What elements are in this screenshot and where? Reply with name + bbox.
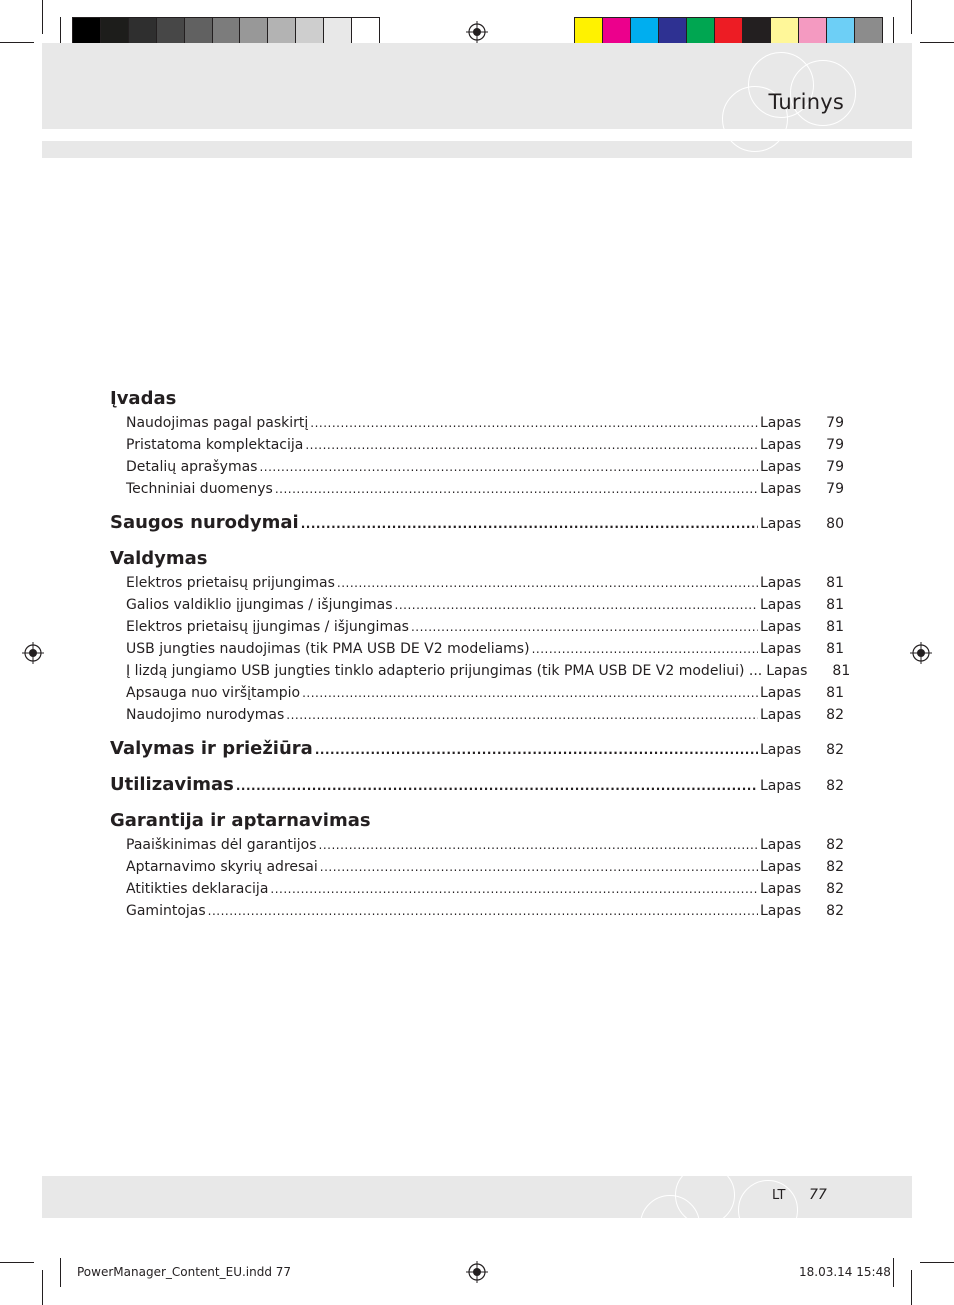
section-spacer — [110, 536, 844, 546]
entry-label: Naudojimas pagal paskirtį — [126, 415, 309, 431]
toc-entry[interactable] — [126, 572, 844, 594]
page-ref: 79 — [826, 459, 844, 475]
toc-section-heading[interactable] — [110, 772, 844, 798]
page-ref: 82 — [826, 742, 844, 758]
page-word: Lapas — [760, 685, 802, 701]
toc-entry[interactable] — [126, 704, 844, 726]
dot-leader — [319, 834, 758, 856]
crop-mark — [893, 17, 894, 46]
toc-entry[interactable] — [126, 638, 844, 660]
color-swatch — [268, 18, 296, 45]
crop-mark — [60, 17, 61, 46]
section-title: Utilizavimas — [110, 774, 234, 795]
crop-mark — [60, 1258, 61, 1287]
entry-label: Elektros prietaisų prijungimas — [126, 575, 335, 591]
crop-mark — [911, 1270, 912, 1305]
language-code: LT — [772, 1188, 786, 1203]
section-title: Įvadas — [110, 388, 177, 409]
dot-leader — [337, 572, 758, 594]
toc-entry[interactable] — [126, 456, 844, 478]
table-of-contents — [110, 386, 851, 922]
dot-leader — [305, 434, 758, 456]
decorative-circle — [738, 1180, 798, 1240]
color-swatch — [73, 18, 101, 45]
page-word: Lapas — [760, 641, 802, 657]
color-swatch — [575, 18, 603, 45]
section-title: Valdymas — [110, 548, 208, 569]
dot-leader — [395, 594, 759, 616]
dot-leader — [301, 511, 758, 537]
dot-leader — [302, 682, 758, 704]
toc-entry[interactable] — [126, 660, 851, 682]
color-swatch — [715, 18, 743, 45]
color-calibration-bar — [574, 17, 883, 46]
crop-mark — [920, 42, 954, 43]
crop-mark — [893, 1258, 894, 1287]
entry-label: Naudojimo nurodymas — [126, 707, 285, 723]
entry-label: USB jungties naudojimas (tik PMA USB DE V2 modeliams) — [126, 641, 530, 657]
page-ref: 79 — [826, 437, 844, 453]
page-number: 77 — [809, 1187, 827, 1203]
dot-leader — [286, 704, 758, 726]
crop-mark — [0, 1262, 34, 1263]
section-spacer — [110, 500, 844, 510]
color-swatch — [324, 18, 352, 45]
toc-entry[interactable] — [126, 682, 844, 704]
color-swatch — [296, 18, 324, 45]
toc-section-heading[interactable] — [110, 736, 844, 762]
page-ref: 81 — [826, 619, 844, 635]
section-title: Valymas ir priežiūra — [110, 738, 313, 759]
page-word: Lapas — [760, 597, 802, 613]
page-word: Lapas — [760, 742, 802, 758]
registration-mark-icon — [910, 642, 932, 664]
color-swatch — [799, 18, 827, 45]
file-name: PowerManager_Content_EU.indd 77 — [77, 1265, 292, 1279]
dot-leader — [236, 773, 758, 799]
dot-leader — [411, 616, 758, 638]
color-swatch — [687, 18, 715, 45]
page-word: Lapas — [760, 903, 802, 919]
dot-leader — [532, 638, 758, 660]
page-title: Turinys — [768, 90, 844, 114]
page-ref: 81 — [832, 663, 851, 679]
page-word: Lapas — [766, 663, 808, 679]
color-swatch — [213, 18, 241, 45]
color-swatch — [659, 18, 687, 45]
grayscale-calibration-bar — [72, 17, 380, 46]
page-word: Lapas — [760, 415, 802, 431]
entry-label: Galios valdiklio įjungimas / išjungimas — [126, 597, 393, 613]
color-swatch — [240, 18, 268, 45]
color-swatch — [157, 18, 185, 45]
section-title: Saugos nurodymai — [110, 512, 299, 533]
crop-mark — [42, 0, 43, 34]
entry-label: Į lizdą jungiamo USB jungties tinklo adapterio prijungimas (tik PMA USB DE V2 modeliui) ... — [126, 663, 763, 679]
crop-mark — [42, 1270, 43, 1305]
page-word: Lapas — [760, 437, 802, 453]
dot-leader — [315, 737, 758, 763]
dot-leader — [208, 900, 758, 922]
section-spacer — [110, 798, 844, 808]
page-ref: 82 — [826, 837, 844, 853]
toc-entry[interactable] — [126, 478, 844, 500]
registration-mark-icon — [22, 642, 44, 664]
crop-mark — [0, 42, 34, 43]
crop-mark — [920, 1262, 954, 1263]
page-word: Lapas — [760, 859, 802, 875]
color-swatch — [129, 18, 157, 45]
color-swatch — [101, 18, 129, 45]
page-ref: 82 — [826, 903, 844, 919]
page-ref: 79 — [826, 481, 844, 497]
dot-leader — [310, 412, 758, 434]
toc-entry[interactable] — [126, 434, 844, 456]
page-word: Lapas — [760, 516, 802, 532]
decorative-circle — [675, 1165, 735, 1225]
crop-mark — [911, 0, 912, 34]
page-word: Lapas — [760, 778, 802, 794]
date-time: 18.03.14 15:48 — [799, 1265, 891, 1279]
toc-entry[interactable] — [126, 834, 844, 856]
entry-label: Pristatoma komplektacija — [126, 437, 304, 453]
page-ref: 82 — [826, 859, 844, 875]
page-ref: 81 — [826, 597, 844, 613]
page-word: Lapas — [760, 619, 802, 635]
color-swatch — [855, 18, 882, 45]
toc-entry[interactable] — [126, 856, 844, 878]
color-swatch — [771, 18, 799, 45]
section-spacer — [110, 762, 844, 772]
color-swatch — [743, 18, 771, 45]
section-title: Garantija ir aptarnavimas — [110, 810, 371, 831]
toc-entry[interactable] — [126, 878, 844, 900]
page-word: Lapas — [760, 881, 802, 897]
color-swatch — [352, 18, 379, 45]
page-word: Lapas — [760, 459, 802, 475]
page-ref: 79 — [826, 415, 844, 431]
entry-label: Aptarnavimo skyrių adresai — [126, 859, 318, 875]
entry-label: Atitikties deklaracija — [126, 881, 269, 897]
page-ref: 82 — [826, 778, 844, 794]
toc-entry[interactable] — [126, 594, 844, 616]
entry-label: Paaiškinimas dėl garantijos — [126, 837, 317, 853]
entry-label: Techniniai duomenys — [126, 481, 273, 497]
color-swatch — [631, 18, 659, 45]
page-word: Lapas — [760, 707, 802, 723]
registration-mark-icon — [466, 21, 488, 43]
toc-entry[interactable] — [126, 412, 844, 434]
entry-label: Gamintojas — [126, 903, 206, 919]
page-word: Lapas — [760, 575, 802, 591]
page-ref: 82 — [826, 881, 844, 897]
toc-entry[interactable] — [126, 900, 844, 922]
dot-leader — [320, 856, 758, 878]
color-swatch — [185, 18, 213, 45]
page-ref: 82 — [826, 707, 844, 723]
page-word: Lapas — [760, 837, 802, 853]
entry-label: Detalių aprašymas — [126, 459, 258, 475]
page-word: Lapas — [760, 481, 802, 497]
entry-label: Elektros prietaisų įjungimas / išjungimas — [126, 619, 409, 635]
entry-label: Apsauga nuo viršįtampio — [126, 685, 301, 701]
page-ref: 81 — [826, 685, 844, 701]
color-swatch — [603, 18, 631, 45]
color-swatch — [827, 18, 855, 45]
dot-leader — [275, 478, 758, 500]
section-spacer — [110, 726, 844, 736]
page-ref: 80 — [826, 516, 844, 532]
header-band-thin — [42, 141, 912, 158]
dot-leader — [270, 878, 758, 900]
toc-section-heading[interactable] — [110, 510, 844, 536]
dot-leader — [259, 456, 758, 478]
page-ref: 81 — [826, 575, 844, 591]
toc-entry[interactable] — [126, 616, 844, 638]
registration-mark-icon — [466, 1261, 488, 1283]
page-ref: 81 — [826, 641, 844, 657]
